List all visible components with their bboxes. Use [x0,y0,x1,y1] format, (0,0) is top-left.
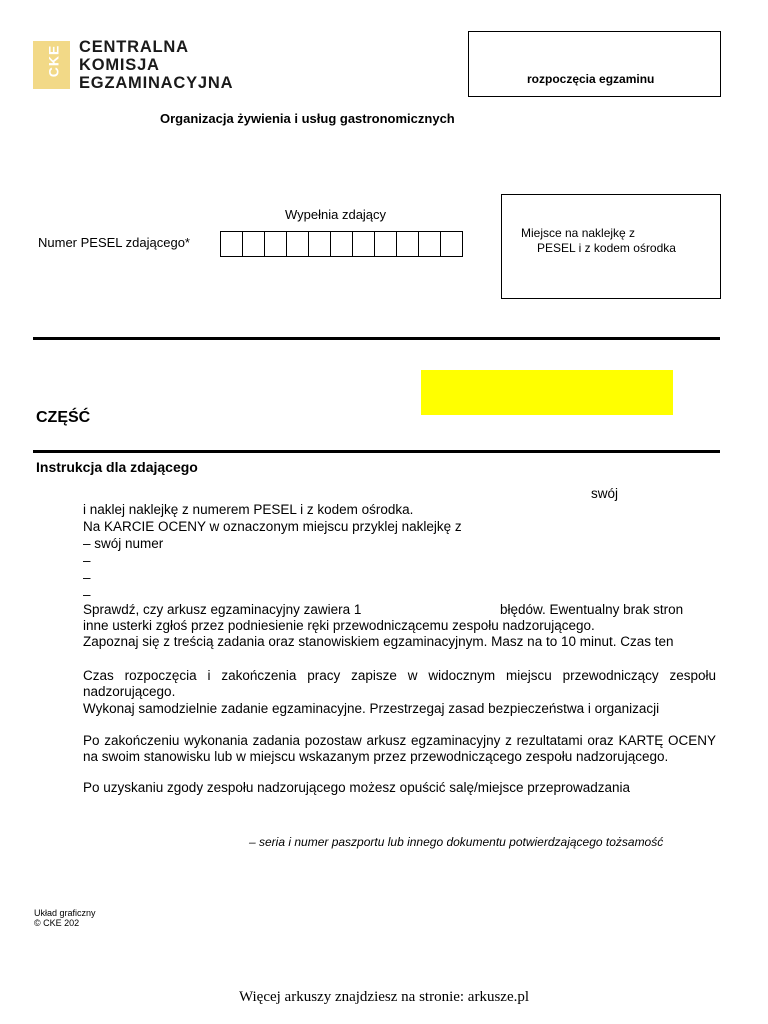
cke-logo-mark [33,41,70,89]
section-title: CZĘŚĆ [36,409,91,426]
pesel-digit-cell[interactable] [330,231,353,257]
layout-credit [34,908,96,928]
pesel-digit-cell[interactable] [242,231,265,257]
layout-credit-line-2: © CKE 202 [34,918,80,928]
instruction-check-a: Sprawdź, czy arkusz egzaminacyjny zawiera 1 [83,602,362,617]
exam-subject: Organizacja żywienia i usług gastronomicznych [160,111,455,126]
instruction-dash-4: – [83,587,91,602]
sticker-text-line-1: Miejsce na naklejkę z [521,226,636,240]
pesel-digit-cell[interactable] [264,231,287,257]
instruction-read: Zapoznaj się z treścią zadania oraz stanowiskiem egzaminacyjnym. Masz na to 10 minut. Czas ten [83,634,674,649]
instruction-check-b: błędów. Ewentualny brak stron [500,602,684,617]
instruction-dash-3: – [83,570,91,585]
pesel-digit-cell[interactable] [440,231,463,257]
instruction-dash-1: – swój numer [83,536,164,551]
instructions-title: Instrukcja dla zdającego [36,459,198,475]
instruction-time: Czas rozpoczęcia i zakończenia pracy zapisze w widocznym miejscu przewodniczący zespołu nadzorującego. [83,668,716,699]
pesel-digit-cell[interactable] [286,231,309,257]
instruction-swoj: swój [591,486,619,501]
instruction-dash-2: – [83,553,91,568]
instruction-check-c: inne usterki zgłoś przez podniesienie ręki przewodniczącemu zespołu nadzorującego. [83,618,595,633]
pesel-label: Numer PESEL zdającego* [38,235,190,250]
pesel-digit-cell[interactable] [396,231,419,257]
filled-by-candidate-note: Wypełnia zdający [285,207,387,222]
pesel-digit-cell[interactable] [418,231,441,257]
pesel-digit-cell[interactable] [220,231,243,257]
instruction-leave: Po uzyskaniu zgody zespołu nadzorującego możesz opuścić salę/miejsce przeprowadzania [83,780,631,795]
pesel-digit-cell[interactable] [308,231,331,257]
logo-line-3: EGZAMINACYJNA [79,74,234,92]
layout-credit-line-1: Układ graficzny [34,908,96,918]
instruction-safety: Wykonaj samodzielnie zadanie egzaminacyjne. Przestrzegaj zasad bezpieczeństwa i organizacji [83,701,660,716]
exam-start-box [468,31,721,97]
instruction-card-line: Na KARCIE OCENY w oznaczonym miejscu przyklej naklejkę z [83,519,462,534]
divider-instructions [33,450,720,453]
pesel-digit-cell[interactable] [352,231,375,257]
pesel-input-grid[interactable] [220,231,462,257]
id-footnote: – seria i numer paszportu lub innego dokumentu potwierdzającego tożsamość [249,835,664,849]
logo-mark-text: CKE [45,44,62,78]
instruction-sticker-line: i naklej naklejkę z numerem PESEL i z kodem ośrodka. [83,502,414,517]
exam-start-label: rozpoczęcia egzaminu [527,72,655,86]
footer-more-sheets: Więcej arkuszy znajdziesz na stronie: arkusze.pl [238,989,530,1005]
instruction-after: Po zakończeniu wykonania zadania pozostaw arkusz egzaminacyjny z rezultatami oraz KARTĘ OCENY na swoim stanowisku lub w miejscu wskazanym przez przewodniczącego zespołu nadzorującego. [83,733,716,764]
logo-line-2: KOMISJA [79,56,160,74]
highlight-block [421,370,673,415]
cke-logo-text [79,38,233,92]
sticker-text-line-2: PESEL i z kodem ośrodka [537,241,676,255]
pesel-digit-cell[interactable] [374,231,397,257]
divider-top [33,337,720,340]
logo-line-1: CENTRALNA [79,38,189,56]
